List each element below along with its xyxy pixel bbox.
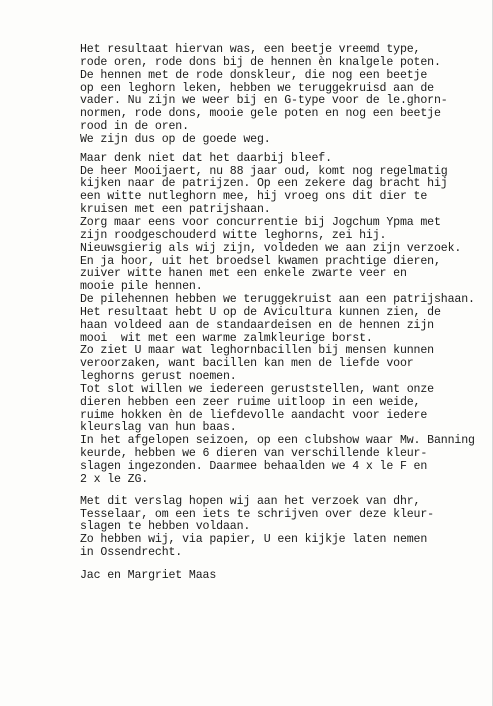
- text-line: Met dit verslag hopen wij aan het verzoek van dhr,: [80, 494, 421, 508]
- text-line: In het afgelopen seizoen, op een clubshow waar Mw. Banning: [80, 434, 475, 448]
- text-line: We zijn dus op de goede weg.: [80, 132, 271, 146]
- text-line: Maar denk niet dat het daarbij bleef.: [80, 151, 332, 165]
- text-line: haan voldeed aan de standaardeisen en de hennen zijn: [80, 318, 434, 332]
- text-line: De pilehennen hebben we teruggekruist aan een patrijshaan.: [80, 293, 475, 307]
- text-line: En ja hoor, uit het broedsel kwamen prachtige dieren,: [80, 254, 441, 268]
- text-line: Tesselaar, om een iets te schrijven over deze kleur-: [80, 507, 434, 521]
- text-line: Het resultaat hiervan was, een beetje vreemd type,: [80, 43, 421, 56]
- text-line: slagen te hebben voldaan.: [80, 520, 251, 534]
- text-line: Zorg maar eens voor concurrentie bij Jogchum Ypma met: [80, 215, 441, 229]
- text-line: Nieuwsgierig als wij zijn, voldeden we aan zijn verzoek.: [80, 241, 462, 255]
- text-line: De hennen met de rode donskleur, die nog een beetje: [80, 68, 428, 82]
- paragraph: [80, 153, 492, 487]
- text-line: mooie pile hennen.: [80, 280, 203, 294]
- text-line: een witte nutleghorn mee, hij vroeg ons dit dier te: [80, 190, 428, 204]
- text-line: kijken naar de patrijzen. Op een zekere dag bracht hij: [80, 177, 448, 191]
- text-line: mooi wit met een warme zalmkleurige borst.: [80, 331, 373, 345]
- text-line: op een leghorn leken, hebben we teruggekruisd aan de: [80, 81, 434, 95]
- text-line: zijn roodgeschouderd witte leghorns, zei hij.: [80, 228, 387, 242]
- paragraph: [80, 496, 492, 560]
- text-line: kleurslag van hun baas.: [80, 421, 237, 435]
- text-line: normen, rode dons, mooie gele poten en nog een beetje: [80, 107, 441, 121]
- text-line: vader. Nu zijn we weer bij en G-type voor de le.ghorn-: [80, 94, 448, 108]
- text-line: 2 x le ZG.: [80, 472, 149, 486]
- text-line: kruisen met een patrijshaan.: [80, 203, 271, 217]
- signature: Jac en Margriet Maas: [80, 568, 217, 582]
- text-line: rood in de oren.: [80, 120, 189, 134]
- text-line: Zo ziet U maar wat leghornbacillen bij mensen kunnen: [80, 344, 434, 358]
- text-line: Tot slot willen we iedereen geruststellen, want onze: [80, 382, 434, 396]
- text-line: slagen ingezonden. Daarmee behaalden we 4 x le F en: [80, 460, 428, 473]
- text-line: Het resultaat hebt U op de Avicultura kunnen zien, de: [80, 305, 441, 319]
- text-line: leghorns gerust noemen.: [80, 370, 237, 384]
- text-line: in Ossendrecht.: [80, 546, 183, 560]
- text-line: ruime hokken èn de liefdevolle aandacht voor iedere: [80, 408, 428, 422]
- text-line: keurde, hebben we 6 dieren van verschillende kleur-: [80, 447, 428, 461]
- text-line: veroorzaken, want bacillen kan men de liefde voor: [80, 357, 414, 371]
- document-body: [80, 44, 492, 583]
- text-line: rode oren, rode dons bij de hennen èn knalgele poten.: [80, 55, 441, 69]
- text-line: De heer Mooijaert, nu 88 jaar oud, komt nog regelmatig: [80, 164, 448, 178]
- paragraph: [80, 44, 492, 147]
- text-line: dieren hebben een zeer ruime uitloop in een weide,: [80, 395, 421, 409]
- text-line: zuiver witte hanen met een enkele zwarte veer en: [80, 267, 407, 281]
- text-line: Zo hebben wij, via papier, U een kijkje laten nemen: [80, 533, 428, 547]
